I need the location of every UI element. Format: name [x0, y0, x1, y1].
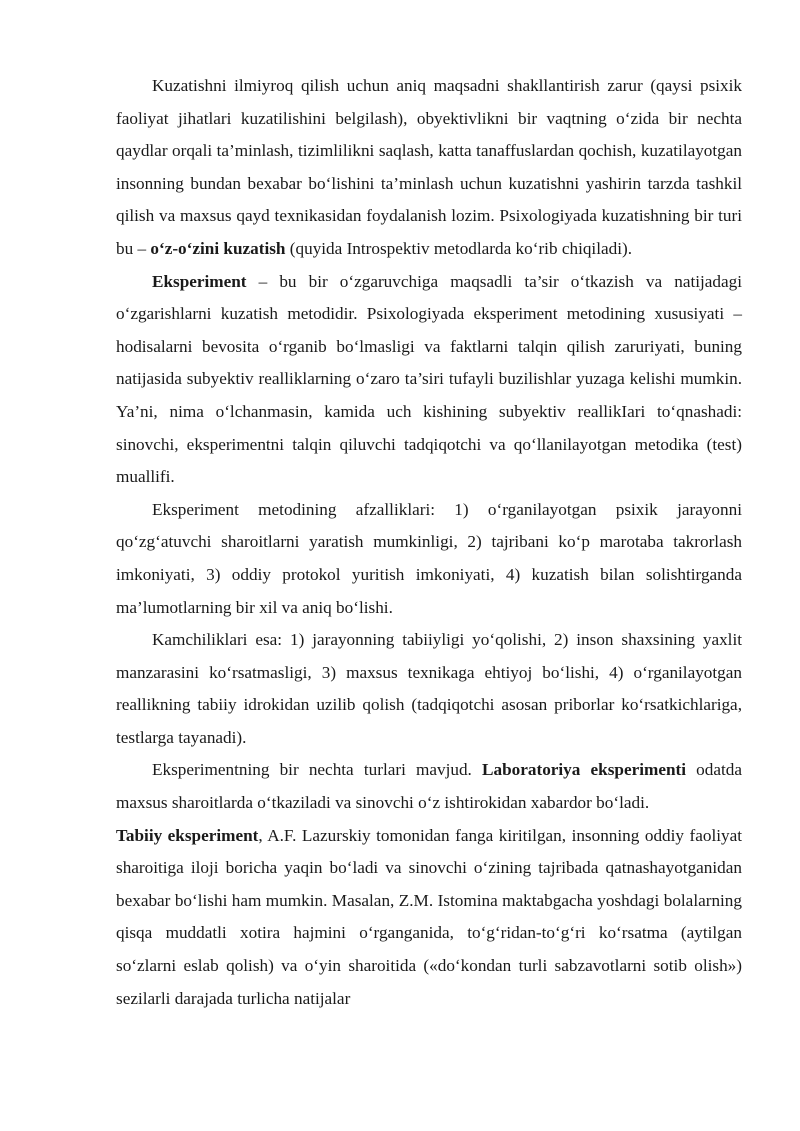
paragraph-afzalliklar: Eksperiment metodining afzalliklari: 1) o‘rganilayotgan psixik jarayonni qo‘zg‘atuvchi sharoitlarni yaratish mumkinligi, 2) tajribani ko‘p marotaba takrorlash imkoniyati, 3) oddiy protokol yuritish imkoniyati, 4) kuzatish bilan solishtirganda ma’lumotlarning bir xil va aniq bo‘lishi.	[116, 499, 742, 617]
bold-term: Tabiiy eksperiment	[116, 825, 259, 845]
bold-term: Eksperiment	[152, 271, 247, 291]
document-page	[116, 70, 742, 1015]
paragraph-text: Kuzatishni ilmiyroq qilish uchun aniq maqsadni shakllantirish zarur (qaysi psixik faoliyat jihatlari kuzatilishini belgilash), obyektivlikni bir vaqtning o‘zida bir nechta qaydlar orqali ta’minlash, tizimlilikni saqlash, katta tanaffuslardan qochish, kuzatilayotgan insonning bundan bexabar bo‘lishini ta’minlash uchun kuzatishni yashirin tarzda tashkil qilish va maxsus qayd texnikasidan foydalanish lozim. Psixologiyada kuzatishning bir turi bu –	[116, 76, 742, 258]
paragraph-text: (quyida Introspektiv metodlarda ko‘rib chiqiladi).	[285, 238, 633, 258]
paragraph-text: Eksperimentning bir nechta turlari mavjud.	[152, 760, 483, 780]
paragraph-text: odatda maxsus sharoitlarda o‘tkaziladi va sinovchi o‘z ishtirokidan xabardor bo‘ladi.	[116, 760, 742, 813]
paragraph-text: – bu bir o‘zgaruvchiga maqsadli ta’sir o‘tkazish va natijadagi o‘zgarishlarni kuzatish metodidir. Psixologiyada eksperiment metodining xususiyati – hodisalarni bevosita o‘rganib bo‘lmasligi va faktlarni talqin qilish zaruriyati, buning natijasida subyektiv realliklarning o‘zaro ta’siri tufayli buzilishlar yuzaga kelishi mumkin. Ya’ni, nima o‘lchanmasin, kamida uch kishining subyektiv reallikIari to‘qnashadi: sinovchi, eksperimentni talqin qiluvchi tadqiqotchi va qo‘llanilayotgan metodika (test) muallifi.	[116, 271, 742, 487]
bold-term: o‘z-o‘zini kuzatish	[150, 238, 286, 258]
bold-term: Laboratoriya eksperimenti	[482, 760, 687, 780]
paragraph-tabiiy	[116, 820, 742, 1016]
paragraph-turlari	[116, 754, 742, 819]
paragraph-eksperiment	[116, 266, 742, 494]
paragraph-kamchiliklar: Kamchiliklari esa: 1) jarayonning tabiiyligi yo‘qolishi, 2) inson shaxsining yaxlit manzarasini ko‘rsatmasligi, 3) maxsus texnikaga ehtiyoj bo‘lishi, 4) o‘rganilayotgan reallikning tabiiy idrokidan uzilib qolish (tadqiqotchi asosan priborlar ko‘rsatkichlariga, testlarga tayanadi).	[116, 630, 742, 747]
paragraph-kuzatish	[116, 70, 742, 266]
paragraph-text: , A.F. Lazurskiy tomonidan fanga kiritilgan, insonning oddiy faoliyat sharoitiga iloji boricha yaqin bo‘ladi va sinovchi o‘zining tajribada qatnashayotganidan bexabar bo‘lishi ham mumkin. Masalan, Z.M. Istomina maktabgacha yoshdagi bolalarning qisqa muddatli xotira hajmini o‘rganganida, to‘g‘ridan-to‘g‘ri ko‘rsatma (aytilgan so‘zlarni eslab qolish) va o‘yin sharoitida («do‘kondan turli sabzavotlarni sotib olish») sezilarli darajada turlicha natijalar	[116, 825, 742, 1008]
